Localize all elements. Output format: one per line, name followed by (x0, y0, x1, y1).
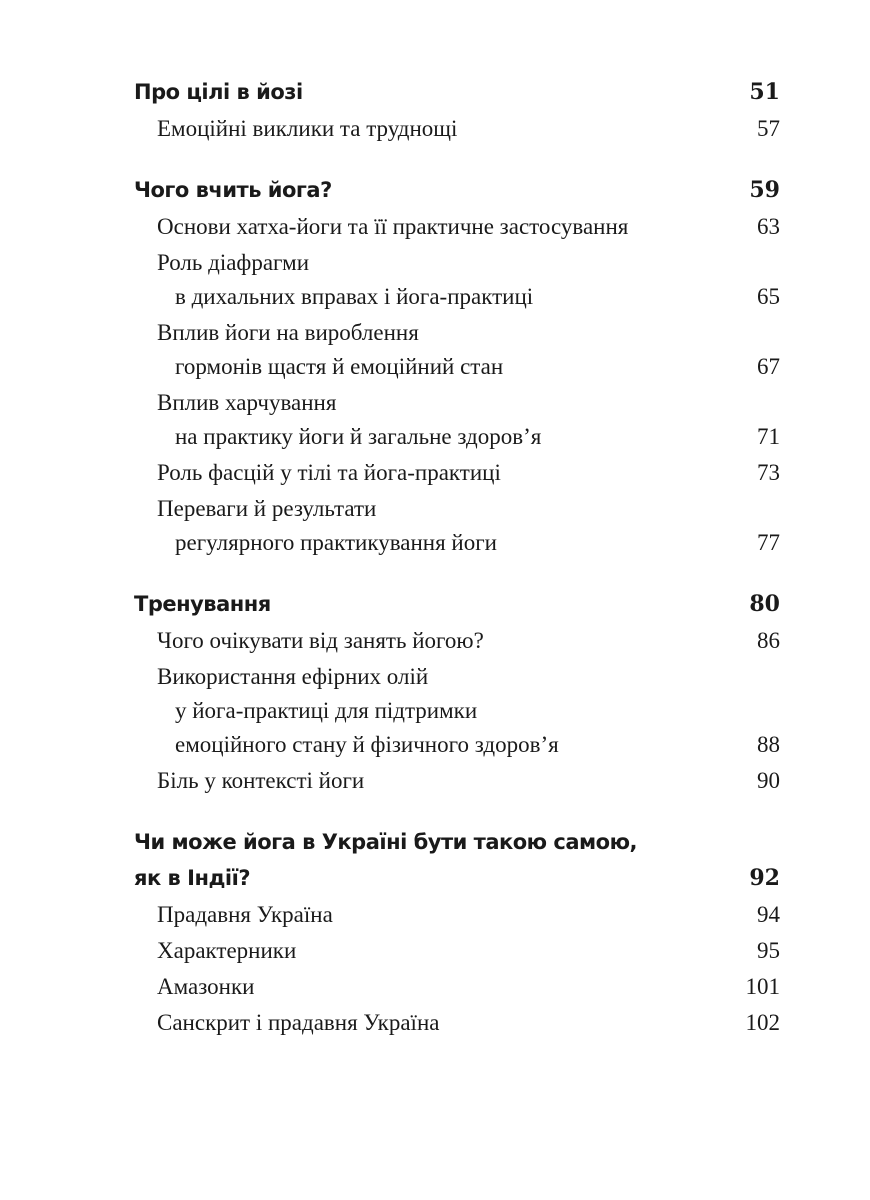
chapter-title: Тренування (134, 592, 271, 616)
subsection-title-line: Амазонки (157, 974, 255, 999)
chapter-entry (134, 824, 780, 896)
subsection-page-number: 71 (757, 424, 780, 449)
subsection-title (157, 316, 780, 384)
subsection-title-line: на практику йоги й загальне здоров’я (175, 424, 542, 449)
chapter-title: Чого вчить йога? (134, 178, 332, 202)
subsection-title (157, 624, 780, 658)
chapter-title-line: як в Індії? (134, 866, 251, 890)
subsection-entry (157, 1006, 780, 1040)
chapter-title: Про цілі в йозі (134, 80, 303, 104)
subsection-page-number: 63 (757, 214, 780, 239)
subsection-title-line: Біль у контексті йоги (157, 768, 365, 793)
subsection-entry (157, 660, 780, 762)
subsection-title (157, 456, 780, 490)
subsection-title-line: Використання ефірних олій (157, 664, 429, 689)
subsection-title (157, 764, 780, 798)
subsection-title (157, 1006, 780, 1040)
subsection-entry (157, 624, 780, 658)
chapter-page-number: 80 (749, 591, 780, 617)
toc-section (134, 172, 780, 560)
subsection-entry (157, 970, 780, 1004)
subsection-page-number: 101 (745, 974, 780, 999)
chapter-title (134, 824, 780, 896)
chapter-entry (134, 74, 780, 110)
subsection-title-line: Переваги й результати (157, 496, 377, 521)
subsection-title-line: регулярного практикування йоги (175, 530, 497, 555)
subsection-page-number: 90 (757, 768, 780, 793)
chapter-entry (134, 172, 780, 208)
subsection-title-line: у йога-практиці для підтримки (175, 698, 478, 723)
subsection-title-line: Роль фасцій у тілі та йога-практиці (157, 460, 501, 485)
subsection-entry (157, 764, 780, 798)
subsection-entry (157, 210, 780, 244)
toc-section (134, 74, 780, 146)
subsection-entry (157, 386, 780, 454)
chapter-entry (134, 586, 780, 622)
subsection-title-line: Роль діафрагми (157, 250, 310, 275)
subsection-title (157, 492, 780, 560)
subsection-title-line: Вплив харчування (157, 390, 337, 415)
subsection-title (157, 112, 780, 146)
subsection-title (157, 246, 780, 314)
subsection-page-number: 77 (757, 530, 780, 555)
subsection-title-line: Вплив йоги на вироблення (157, 320, 419, 345)
subsection-title-line: Чого очікувати від занять йогою? (157, 628, 484, 653)
subsection-page-number: 86 (757, 628, 780, 653)
subsection-title (157, 210, 780, 244)
subsection-entry (157, 898, 780, 932)
subsection-title-line: емоційного стану й фізичного здоров’я (175, 732, 559, 757)
subsection-title (157, 934, 780, 968)
subsection-title (157, 386, 780, 454)
subsection-page-number: 88 (757, 732, 780, 757)
subsection-entry (157, 316, 780, 384)
subsection-page-number: 95 (757, 938, 780, 963)
subsection-entry (157, 112, 780, 146)
chapter-page-number: 92 (749, 865, 780, 891)
subsection-title (157, 660, 780, 762)
table-of-contents (134, 74, 780, 1066)
subsection-title-line: Емоційні виклики та труднощі (157, 116, 458, 141)
subsection-entry (157, 246, 780, 314)
subsection-page-number: 57 (757, 116, 780, 141)
subsection-title-line: Прадавня Україна (157, 902, 333, 927)
chapter-title-line: Чи може йога в Україні бути такою самою, (134, 830, 638, 854)
subsection-entry (157, 492, 780, 560)
subsection-page-number: 102 (745, 1010, 780, 1035)
subsection-title-line: гормонів щастя й емоційний стан (175, 354, 504, 379)
subsection-page-number: 94 (757, 902, 780, 927)
subsection-title-line: Санскрит і прадавня Україна (157, 1010, 440, 1035)
subsection-page-number: 67 (757, 354, 780, 379)
subsection-title-line: Характерники (157, 938, 297, 963)
toc-section (134, 824, 780, 1040)
subsection-title (157, 898, 780, 932)
subsection-entry (157, 934, 780, 968)
subsection-title-line: в дихальних вправах і йога-практиці (175, 284, 534, 309)
subsection-title (157, 970, 780, 1004)
subsection-page-number: 65 (757, 284, 780, 309)
chapter-page-number: 59 (749, 177, 780, 203)
toc-section (134, 586, 780, 798)
subsection-page-number: 73 (757, 460, 780, 485)
chapter-page-number: 51 (749, 79, 780, 105)
subsection-entry (157, 456, 780, 490)
subsection-title-line: Основи хатха-йоги та її практичне застосування (157, 214, 629, 239)
